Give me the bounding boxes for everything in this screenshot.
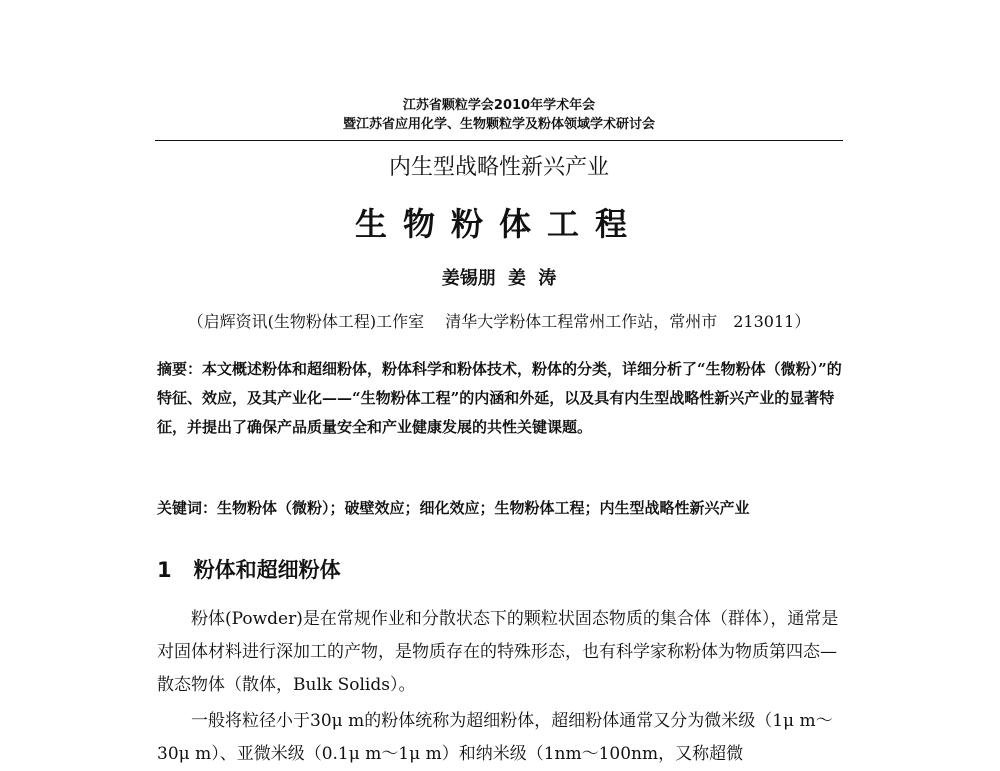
conference-header-line2: 暨江苏省应用化学、生物颗粒学及粉体领域学术研讨会 (342, 117, 655, 132)
keywords-label: 关键词： (157, 499, 218, 517)
paper-title: 生物粉体工程 (354, 205, 643, 243)
conference-header-line1: 江苏省颗粒学会2010年学术年会 (402, 98, 596, 113)
section-heading (157, 554, 757, 586)
body-paragraph-2: 一般将粒径小于30μ m的粉体统称为超细粉体，超细粉体通常又分为微米级（1μ m～30μ m）、亚微米级（0.1μ m～1μ m）和纳米级（1nm～100nm，又称超微 (157, 711, 833, 764)
abstract-label: 摘要： (157, 360, 203, 378)
body-paragraph-1: 粉体(Powder)是在常规作业和分散状态下的颗粒状固态物质的集合体（群体），通常是对固体材料进行深加工的产物，是物质存在的特殊形态，也有科学家称粉体为物质第四态—散态物体（散体，Bulk Solids）。 (157, 609, 839, 695)
keywords (157, 494, 847, 522)
paper-affiliation: （启辉资讯(生物粉体工程)工作室 清华大学粉体工程常州工作站，常州市 213011） (187, 312, 811, 331)
header-rule (155, 140, 843, 141)
section-title: 粉体和超细粉体 (193, 558, 341, 582)
paper-authors: 姜锡朋 姜 涛 (441, 268, 557, 289)
abstract-text: 本文概述粉体和超细粉体，粉体科学和粉体技术，粉体的分类，详细分析了“生物粉体（微粉）”的特征、效应，及其产业化——“生物粉体工程”的内涵和外延，以及具有内生型战略性新兴产业的显著特征，并提出了确保产品质量安全和产业健康发展的共性关键课题。 (157, 360, 842, 436)
abstract (157, 355, 843, 442)
section-number: 1 (157, 558, 172, 582)
paper-subtitle: 内生型战略性新兴产业 (388, 155, 609, 180)
keywords-text: 生物粉体（微粉）；破壁效应；细化效应；生物粉体工程；内生型战略性新兴产业 (217, 499, 750, 517)
conference-header (155, 96, 843, 134)
